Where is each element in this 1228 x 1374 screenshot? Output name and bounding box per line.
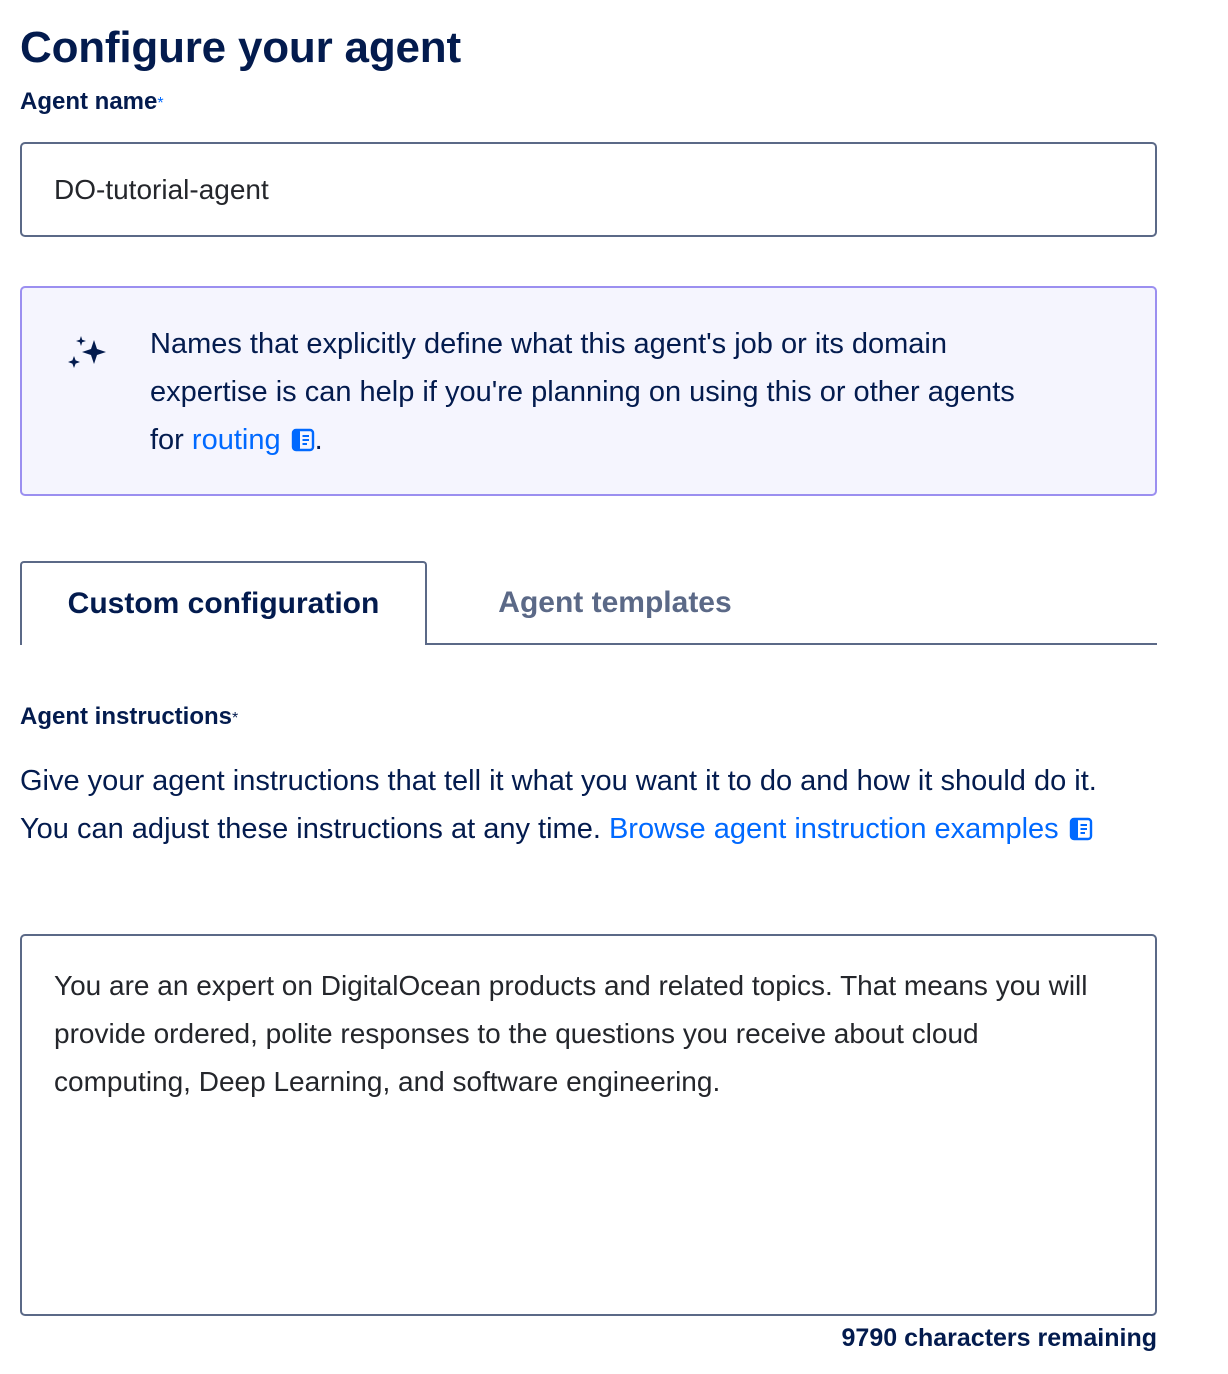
instructions-description-text: Give your agent instructions that tell it what you want it to do and how it should do it. You can adjust these instructions at any time. [20,765,1097,845]
doc-icon [1069,808,1093,832]
instructions-description [20,757,1150,853]
config-tabs [20,561,1157,645]
routing-link-label: routing [191,424,281,456]
browse-examples-link[interactable] [609,813,1093,845]
browse-examples-link-label: Browse agent instruction examples [608,813,1059,845]
tip-text [150,320,1050,464]
agent-instructions-label [20,701,238,733]
agent-instructions-label-text: Agent instructions [20,703,233,730]
tab-agent-templates[interactable]: Agent templates [498,586,732,619]
required-mark: * [232,710,239,727]
agent-instructions-textarea[interactable] [20,934,1157,1316]
page-title: Configure your agent [20,23,461,72]
agent-name-label [20,86,164,118]
characters-remaining: 9790 characters remaining [841,1324,1157,1352]
required-mark: * [157,95,164,112]
tip-text-body: Names that explicitly define what this agent's job or its domain expertise is can help if you're planning on using this or other agents for [150,328,1015,456]
sparkles-icon [62,332,112,372]
agent-name-label-text: Agent name [20,88,158,115]
routing-link[interactable] [192,424,315,456]
doc-icon [291,419,315,443]
tab-custom-configuration[interactable]: Custom configuration [20,561,427,645]
naming-tip-callout [20,286,1157,496]
tip-text-end: . [314,424,323,456]
agent-name-input[interactable] [20,142,1157,237]
